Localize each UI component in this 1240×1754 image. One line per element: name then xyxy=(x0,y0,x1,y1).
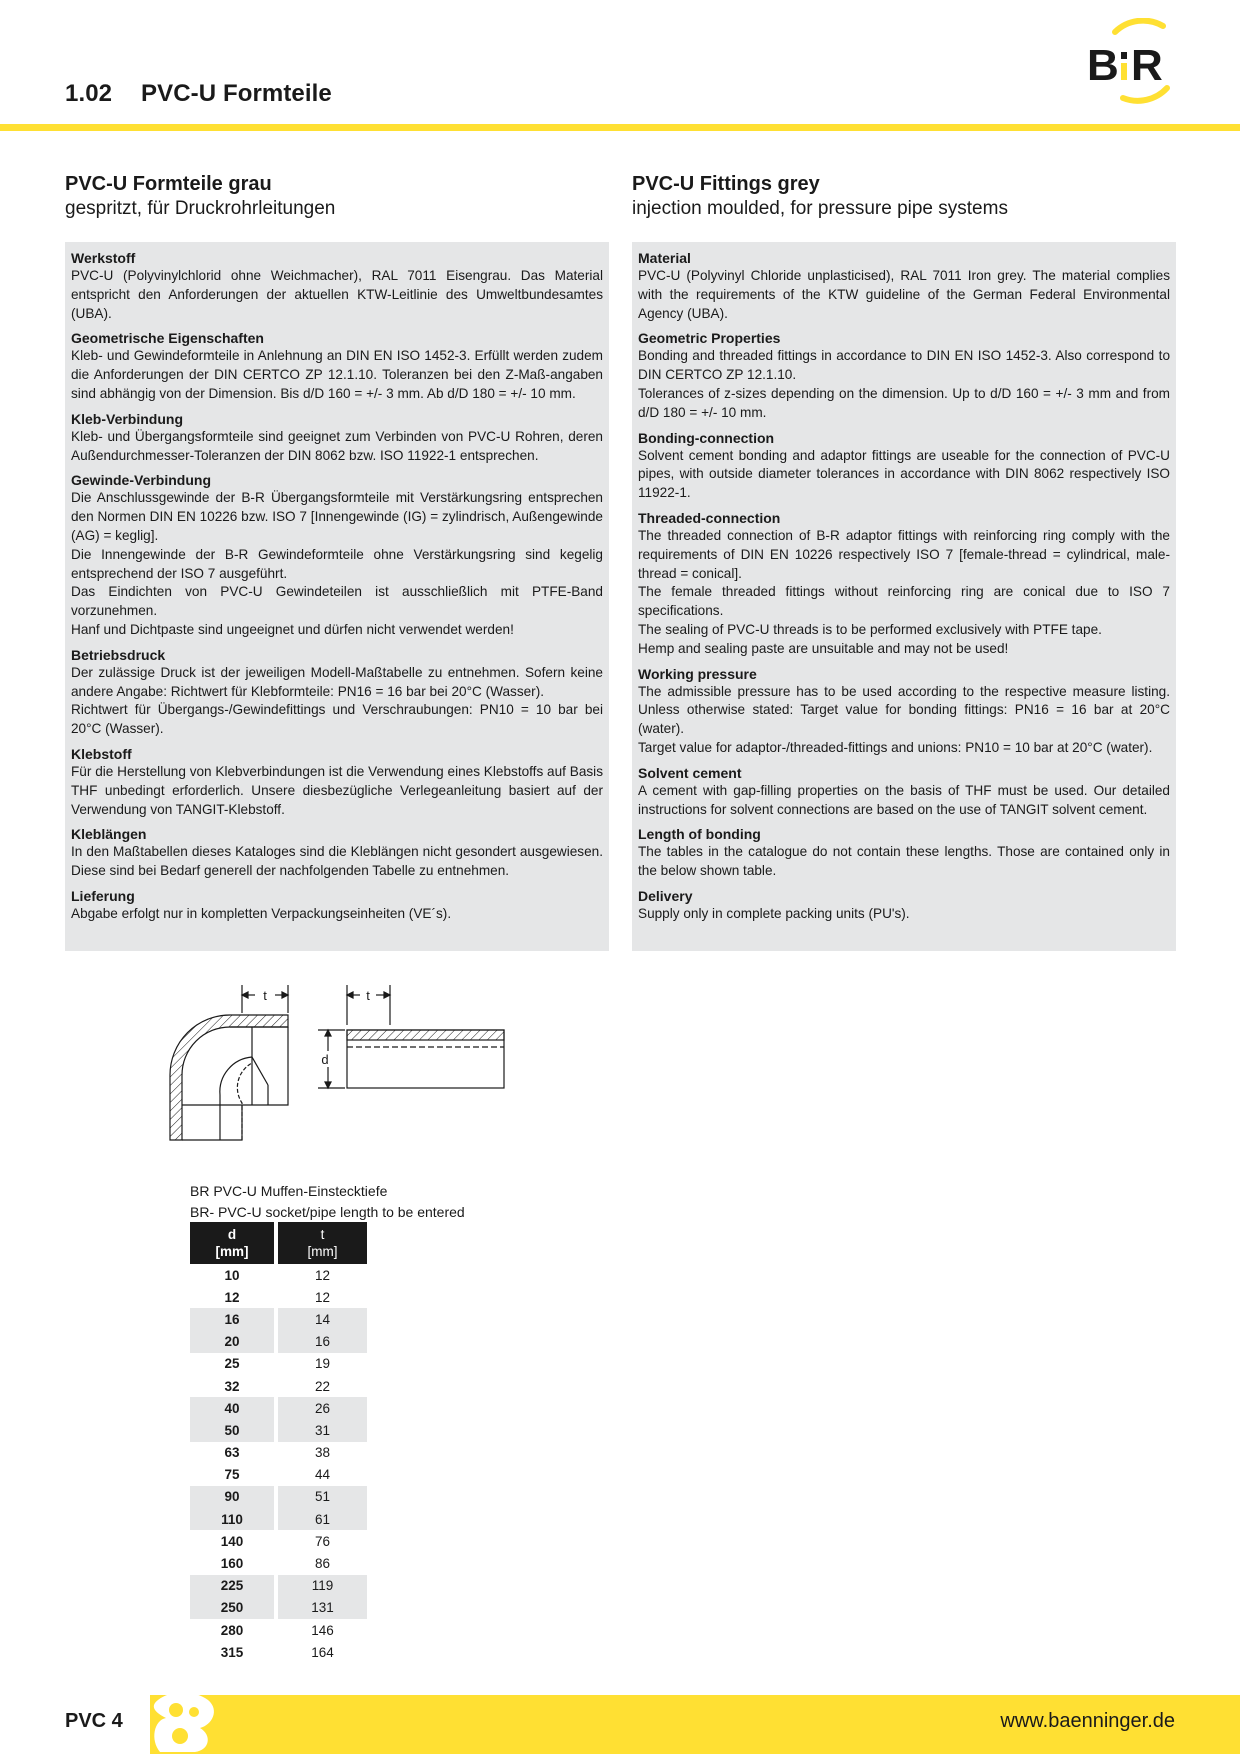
section-solvent-cement xyxy=(638,764,1170,820)
table-row xyxy=(190,1375,367,1397)
cell-d: 16 xyxy=(190,1308,276,1330)
column-header-d-unit: [mm] xyxy=(215,1244,249,1259)
table-row xyxy=(190,1308,367,1330)
table-row xyxy=(190,1508,367,1530)
column-header-t-unit: [mm] xyxy=(307,1244,338,1259)
cell-d: 40 xyxy=(190,1397,276,1419)
section-text: Kleb- und Übergangsformteile sind geeignet zum Verbinden von PVC-U Rohren, deren Außendurchmesser-Toleranzen der DIN 8062 bzw. ISO 11922-1 entsprechen. xyxy=(71,428,603,463)
cell-t: 44 xyxy=(314,1467,331,1483)
section-heading: Gewinde-Verbindung xyxy=(71,472,212,489)
table-row xyxy=(190,1530,367,1552)
label-d-pipe: d xyxy=(321,1052,329,1067)
section-number: 1.02 xyxy=(65,80,113,107)
section-text: The tables in the catalogue do not contain these lengths. Those are contained only in the below shown table. xyxy=(638,844,1170,879)
section-delivery xyxy=(638,887,1170,924)
label-t-pipe: t xyxy=(366,988,370,1003)
cell-t: 76 xyxy=(314,1533,331,1549)
cell-d: 110 xyxy=(190,1508,276,1530)
section-text: PVC-U (Polyvinyl Chloride unplasticised), RAL 7011 Iron grey. The material complies with the requirements of the KTW guideline of the German Federal Environmental Agency (UBA). xyxy=(638,268,1170,321)
section-lieferung xyxy=(71,887,603,924)
section-heading: Werkstoff xyxy=(71,250,136,266)
section-text: Die Anschlussgewinde der B-R Übergangsformteile mit Verstärkungsring entsprechen den Normen DIN EN 10226 bzw. ISO 7 [Innengewinde (IG) = zylindrisch, Außengewinde (AG) = keglig]. Die Innengewinde der B-R Gewindeformteile ohne Verstärkungsring sind kegelig entsprechend der ISO 7 ausgeführt. Das Eindichten von PVC-U Gewindeteilen ist ausschließlich mit PTFE-Band vorzunehmen. Hanf und Dichtpaste sind ungeeignet und dürfen nicht verwendet werden! xyxy=(71,490,603,637)
table-row xyxy=(190,1597,367,1619)
page-header xyxy=(0,0,1240,131)
cell-d: 250 xyxy=(190,1597,276,1619)
cell-t: 51 xyxy=(276,1486,367,1508)
section-heading: Bonding-connection xyxy=(638,429,775,446)
section-kleb-verbindung xyxy=(71,410,603,466)
section-text: PVC-U (Polyvinylchlorid ohne Weichmacher), RAL 7011 Eisengrau. Das Material entspricht den Anforderungen der aktuellen KTW-Leitlinie des Umweltbundesamtes (UBA). xyxy=(71,268,603,321)
section-length-of-bonding xyxy=(638,825,1170,881)
section-heading: Klebstoff xyxy=(71,745,132,762)
table-header-row xyxy=(190,1222,367,1264)
section-gewinde-verbindung xyxy=(71,471,603,639)
section-heading: Kleblängen xyxy=(71,826,147,843)
cell-t: 19 xyxy=(314,1356,331,1372)
section-heading: Lieferung xyxy=(71,887,135,904)
table-row xyxy=(190,1464,367,1486)
info-panel xyxy=(65,242,609,951)
section-text: Kleb- und Gewindeformteile in Anlehnung an DIN EN ISO 1452-3. Erfüllt werden zudem die Anforderungen der DIN CERTCO ZP 12.1.10. Toleranzen bei den Z-Maß-angaben sind abhängig von der Dimension. Bis d/D 160 = +/- 3 mm. Ab d/D 180 = +/- 10 mm. xyxy=(71,348,603,401)
table-captions xyxy=(190,1181,465,1223)
cell-d: 10 xyxy=(190,1264,276,1286)
cell-d: 160 xyxy=(190,1552,276,1574)
cell-t: 16 xyxy=(276,1331,367,1353)
cell-d: 315 xyxy=(190,1641,276,1663)
info-panel xyxy=(632,242,1176,951)
logo-letter-b: B xyxy=(1087,41,1119,90)
cell-t: 119 xyxy=(276,1575,367,1597)
cell-t: 146 xyxy=(311,1622,334,1638)
column-title: PVC-U Fittings grey xyxy=(632,173,820,195)
section-heading: Geometrische Eigenschaften xyxy=(71,330,264,347)
pipe-drawing xyxy=(318,985,504,1088)
table-row xyxy=(190,1419,367,1441)
cell-d: 140 xyxy=(190,1530,276,1552)
cell-t: 38 xyxy=(314,1445,331,1461)
cell-t: 86 xyxy=(314,1556,331,1572)
section-klebstoff xyxy=(71,745,603,819)
footer-decoration-icon xyxy=(150,1690,230,1754)
cell-d: 25 xyxy=(190,1353,276,1375)
section-kleblaengen xyxy=(71,825,603,881)
section-geometric-properties xyxy=(638,329,1170,422)
cell-t: 14 xyxy=(276,1308,367,1330)
section-werkstoff xyxy=(71,249,603,323)
section-text: Abgabe erfolgt nur in kompletten Verpackungseinheiten (VE´s). xyxy=(71,905,452,921)
section-bonding-connection xyxy=(638,429,1170,503)
table-row xyxy=(190,1397,367,1419)
section-heading: Geometric Properties xyxy=(638,330,781,347)
section-heading: Betriebsdruck xyxy=(71,646,166,663)
cell-d: 75 xyxy=(190,1464,276,1486)
section-betriebsdruck xyxy=(71,646,603,739)
cell-t: 61 xyxy=(276,1508,367,1530)
section-text: Bonding and threaded fittings in accordance to DIN EN ISO 1452-3. Also correspond to DIN CERTCO ZP 12.1.10. Tolerances of z-sizes depending on the dimension. Up to d/D 160 = +/- 3 mm and from d/D 180 = +/- 10 mm. xyxy=(638,348,1170,420)
cell-d: 280 xyxy=(190,1619,276,1641)
section-threaded-connection xyxy=(638,509,1170,659)
section-text: Der zulässige Druck ist der jeweiligen Modell-Maßtabelle zu entnehmen. Sofern keine andere Angabe: Richtwert für Klebformteile: PN16 = 16 bar bei 20°C (Wasser). Richtwert für Übergangs-/Gewindefittings und Verschraubungen: PN10 = 10 bar bei 20°C (Wasser). xyxy=(71,664,603,737)
br-logo xyxy=(1085,18,1180,108)
cell-d: 90 xyxy=(190,1486,276,1508)
table-row xyxy=(190,1552,367,1574)
section-text: A cement with gap-filling properties on the basis of THF must be used. Our detailed instructions for solvent connections are based on the use of TANGIT solvent cement. xyxy=(638,782,1170,817)
section-geometrische-eigenschaften xyxy=(71,329,603,403)
socket-depth-table xyxy=(190,1222,367,1663)
footer-page-label: PVC 4 xyxy=(65,1710,123,1732)
column-subtitle: gespritzt, für Druckrohrleitungen xyxy=(65,198,336,219)
cell-t: 164 xyxy=(311,1644,334,1660)
cell-d: 32 xyxy=(190,1375,276,1397)
logo-letter-r: R xyxy=(1131,41,1163,90)
section-heading: Kleb-Verbindung xyxy=(71,410,183,427)
header-divider xyxy=(0,124,1240,131)
cell-d: 225 xyxy=(190,1575,276,1597)
cell-t: 26 xyxy=(276,1397,367,1419)
section-heading: Threaded-connection xyxy=(638,509,781,526)
label-t-elbow: t xyxy=(263,988,267,1003)
table-row xyxy=(190,1331,367,1353)
section-text: The admissible pressure has to be used according to the respective measure listing. Unless otherwise stated: Target value for bonding fittings: PN16 = 16 bar at 20°C (water). Target value for adaptor-/threaded-fittings and unions: PN10 = 10 bar at 20°C (water). xyxy=(638,683,1170,755)
page-title xyxy=(65,80,332,108)
section-heading: Working pressure xyxy=(638,665,757,682)
table-caption-de: BR PVC-U Muffen-Einstecktiefe xyxy=(190,1183,388,1199)
cell-t: 12 xyxy=(314,1289,331,1305)
column-title: PVC-U Formteile grau xyxy=(65,173,272,195)
socket-depth-drawing xyxy=(160,985,520,1145)
section-working-pressure xyxy=(638,665,1170,758)
table-row xyxy=(190,1264,367,1286)
cell-d: 63 xyxy=(190,1442,276,1464)
cell-t: 22 xyxy=(314,1378,331,1394)
cell-d: 50 xyxy=(190,1419,276,1441)
cell-t: 12 xyxy=(314,1267,331,1283)
cell-d: 12 xyxy=(190,1286,276,1308)
column-header-d-label: d xyxy=(227,1227,237,1242)
column-header-t-label: t xyxy=(320,1227,325,1242)
table-row xyxy=(190,1353,367,1375)
section-text: In den Maßtabellen dieses Kataloges sind die Kleblängen nicht gesondert ausgewiesen. Diese sind bei Bedarf generell der nachfolgenden Tabelle zu entnehmen. xyxy=(71,844,603,879)
section-heading: Delivery xyxy=(638,887,693,904)
section-text: The threaded connection of B-R adaptor fittings with reinforcing ring comply with the requirements of DIN EN 10226 respectively ISO 7 [female-thread = cylindrical, male-thread = conical]. The female threaded fittings without reinforcing ring are conical due to ISO 7 specifications. The sealing of PVC-U threads is to be performed exclusively with PTFE tape. Hemp and sealing paste are unsuitable and may not be used! xyxy=(638,527,1170,656)
section-text: Solvent cement bonding and adaptor fittings are useable for the connection of PVC-U pipes, with outside diameter tolerances in accordance with DIN 8062 respectively ISO 11922-1. xyxy=(638,447,1170,501)
cell-t: 31 xyxy=(276,1419,367,1441)
section-title: PVC-U Formteile xyxy=(141,80,332,107)
section-text: Supply only in complete packing units (PU's). xyxy=(638,905,910,921)
column-header-t xyxy=(276,1222,367,1264)
section-heading: Length of bonding xyxy=(638,826,761,843)
cell-t: 131 xyxy=(276,1597,367,1619)
table-row xyxy=(190,1641,367,1663)
section-heading: Solvent cement xyxy=(638,764,742,781)
elbow-fitting-drawing xyxy=(170,985,288,1140)
column-header-d xyxy=(190,1222,276,1264)
table-row xyxy=(190,1486,367,1508)
section-text: Für die Herstellung von Klebverbindungen ist die Verwendung eines Klebstoffs auf Basis THF unbedingt erforderlich. Unsere diesbezügliche Verlegeanleitung basiert auf der Verwendung von TANGIT-Klebstoff. xyxy=(71,763,603,817)
footer-website-link[interactable]: www.baenninger.de xyxy=(1000,1710,1175,1732)
section-material xyxy=(638,249,1170,323)
table-row xyxy=(190,1619,367,1641)
column-german xyxy=(65,172,609,921)
column-english xyxy=(632,172,1176,921)
cell-d: 20 xyxy=(190,1331,276,1353)
section-heading: Material xyxy=(638,250,691,266)
table-row xyxy=(190,1442,367,1464)
table-row xyxy=(190,1286,367,1308)
column-subtitle: injection moulded, for pressure pipe systems xyxy=(632,198,1008,219)
table-row xyxy=(190,1575,367,1597)
table-caption-en: BR- PVC-U socket/pipe length to be entered xyxy=(190,1204,465,1220)
